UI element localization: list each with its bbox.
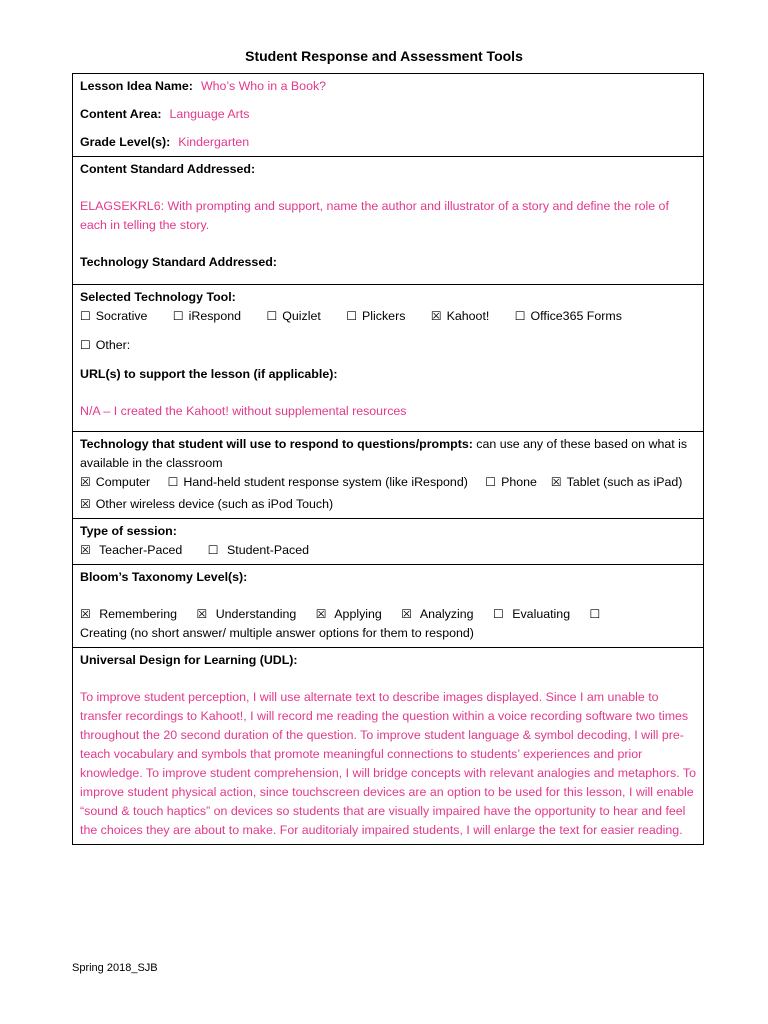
checkbox-checked-icon: ☒: [80, 475, 91, 489]
tool-options: [80, 307, 696, 326]
tool-option-kahoot[interactable]: ☒ Kahoot!: [431, 307, 489, 326]
device-option-wireless[interactable]: ☒ Other wireless device (such as iPod Touch): [80, 495, 696, 514]
lesson-info-section: [73, 74, 703, 157]
bloom-option-applying[interactable]: ☒ Applying: [316, 605, 382, 624]
technology-tool-label: Selected Technology Tool:: [80, 290, 236, 304]
assessment-form: [72, 73, 704, 845]
tool-option-office365-forms[interactable]: ☐ Office365 Forms: [515, 307, 622, 326]
standards-section: [73, 157, 703, 285]
checkbox-icon: ☐: [167, 475, 179, 489]
checkbox-checked-icon: ☒: [80, 497, 91, 511]
footer-text: Spring 2018_SJB: [72, 962, 158, 974]
checkbox-checked-icon: ☒: [315, 607, 327, 621]
checkbox-checked-icon: ☒: [430, 309, 442, 323]
url-label: URL(s) to support the lesson (if applicable):: [80, 367, 338, 381]
checkbox-icon: ☐: [207, 543, 219, 557]
checkbox-checked-icon: ☒: [196, 607, 208, 621]
tool-option-quizlet[interactable]: ☐ Quizlet: [266, 307, 320, 326]
response-technology-label: Technology that student will use to respond to questions/prompts:: [80, 437, 473, 451]
checkbox-icon: ☐: [493, 607, 504, 621]
tool-option-other[interactable]: ☐ Other:: [80, 336, 696, 355]
checkbox-icon: ☐: [514, 309, 526, 323]
bloom-option-analyzing[interactable]: ☒ Analyzing: [401, 605, 473, 624]
technology-standard-label: Technology Standard Addressed:: [80, 255, 277, 269]
session-option-student-paced[interactable]: ☐ Student-Paced: [208, 541, 309, 560]
bloom-option-evaluating[interactable]: ☐ Evaluating: [493, 605, 570, 624]
udl-text: To improve student perception, I will use alternate text to describe images displayed. Since I am unable to transfer recordings to Kahoot!, I will record me reading the question within a voice recording software two times throughout the 20 second duration of the question. To improve student language & symbol decoding, I will pre-teach vocabulary and symbols that promote meaningful connections to students’ experiences and prior knowledge. To improve student comprehension, I will bridge concepts with relevant analogies and metaphors. To improve student physical action, since touchscreen devices are an option to be used for this lesson, I will enable “sound & touch haptics” on devices so students that are visually impaired have the opportunity to hear and feel the choices they are about to make. For auditorialy impaired students, I will enlarge the text for easier reading.: [80, 690, 696, 837]
content-standard-label: Content Standard Addressed:: [80, 162, 256, 176]
device-option-tablet[interactable]: ☒ Tablet (such as iPad): [551, 475, 682, 489]
checkbox-icon: ☐: [485, 475, 497, 489]
content-area-label: Content Area:: [80, 107, 162, 121]
checkbox-checked-icon: ☒: [80, 543, 91, 557]
checkbox-icon: ☐: [589, 607, 601, 621]
response-technology-section: [73, 432, 703, 519]
grade-level-value: Kindergarten: [178, 135, 250, 149]
checkbox-icon: ☐: [80, 309, 91, 323]
blooms-taxonomy-section: [73, 565, 703, 648]
checkbox-icon: ☐: [80, 338, 91, 352]
bloom-option-creating: Creating (no short answer/ multiple answer options for them to respond): [80, 626, 474, 640]
session-option-teacher-paced[interactable]: ☒ Teacher-Paced: [80, 541, 182, 560]
session-type-section: [73, 519, 703, 565]
bloom-option-remembering[interactable]: ☒ Remembering: [80, 605, 177, 624]
lesson-name-label: Lesson Idea Name:: [80, 79, 193, 93]
grade-level-label: Grade Level(s):: [80, 135, 171, 149]
tool-option-plickers[interactable]: ☐ Plickers: [346, 307, 405, 326]
lesson-name-value: Who’s Who in a Book?: [200, 79, 327, 93]
page-title: Student Response and Assessment Tools: [245, 48, 523, 64]
blooms-taxonomy-label: Bloom’s Taxonomy Level(s):: [80, 570, 248, 584]
checkbox-icon: ☐: [266, 309, 278, 323]
udl-section: [73, 648, 703, 844]
udl-label: Universal Design for Learning (UDL):: [80, 653, 298, 667]
device-option-handheld[interactable]: ☐ Hand-held student response system (like iRespond): [168, 473, 468, 492]
checkbox-checked-icon: ☒: [80, 607, 91, 621]
content-area-value: Language Arts: [169, 107, 250, 121]
checkbox-checked-icon: ☒: [401, 607, 413, 621]
tool-option-socrative[interactable]: ☐ Socrative: [80, 307, 147, 326]
session-type-label: Type of session:: [80, 524, 177, 538]
technology-tool-section: [73, 285, 703, 432]
device-option-computer[interactable]: ☒ Computer: [80, 473, 150, 492]
bloom-option-creating-box[interactable]: [590, 607, 606, 621]
url-value: N/A – I created the Kahoot! without supplemental resources: [80, 404, 407, 418]
response-technology-desc: can use any of these based on what is available in the classroom: [80, 437, 688, 470]
checkbox-icon: ☐: [346, 309, 358, 323]
bloom-option-understanding[interactable]: ☒ Understanding: [197, 605, 297, 624]
tool-option-irespond[interactable]: ☐ iRespond: [173, 307, 241, 326]
checkbox-icon: ☐: [172, 309, 184, 323]
checkbox-checked-icon: ☒: [550, 475, 562, 489]
content-standard-value: ELAGSEKRL6: With prompting and support, name the author and illustrator of a story and define the role of each in telling the story.: [80, 199, 669, 232]
device-option-phone[interactable]: ☐ Phone: [485, 473, 537, 492]
